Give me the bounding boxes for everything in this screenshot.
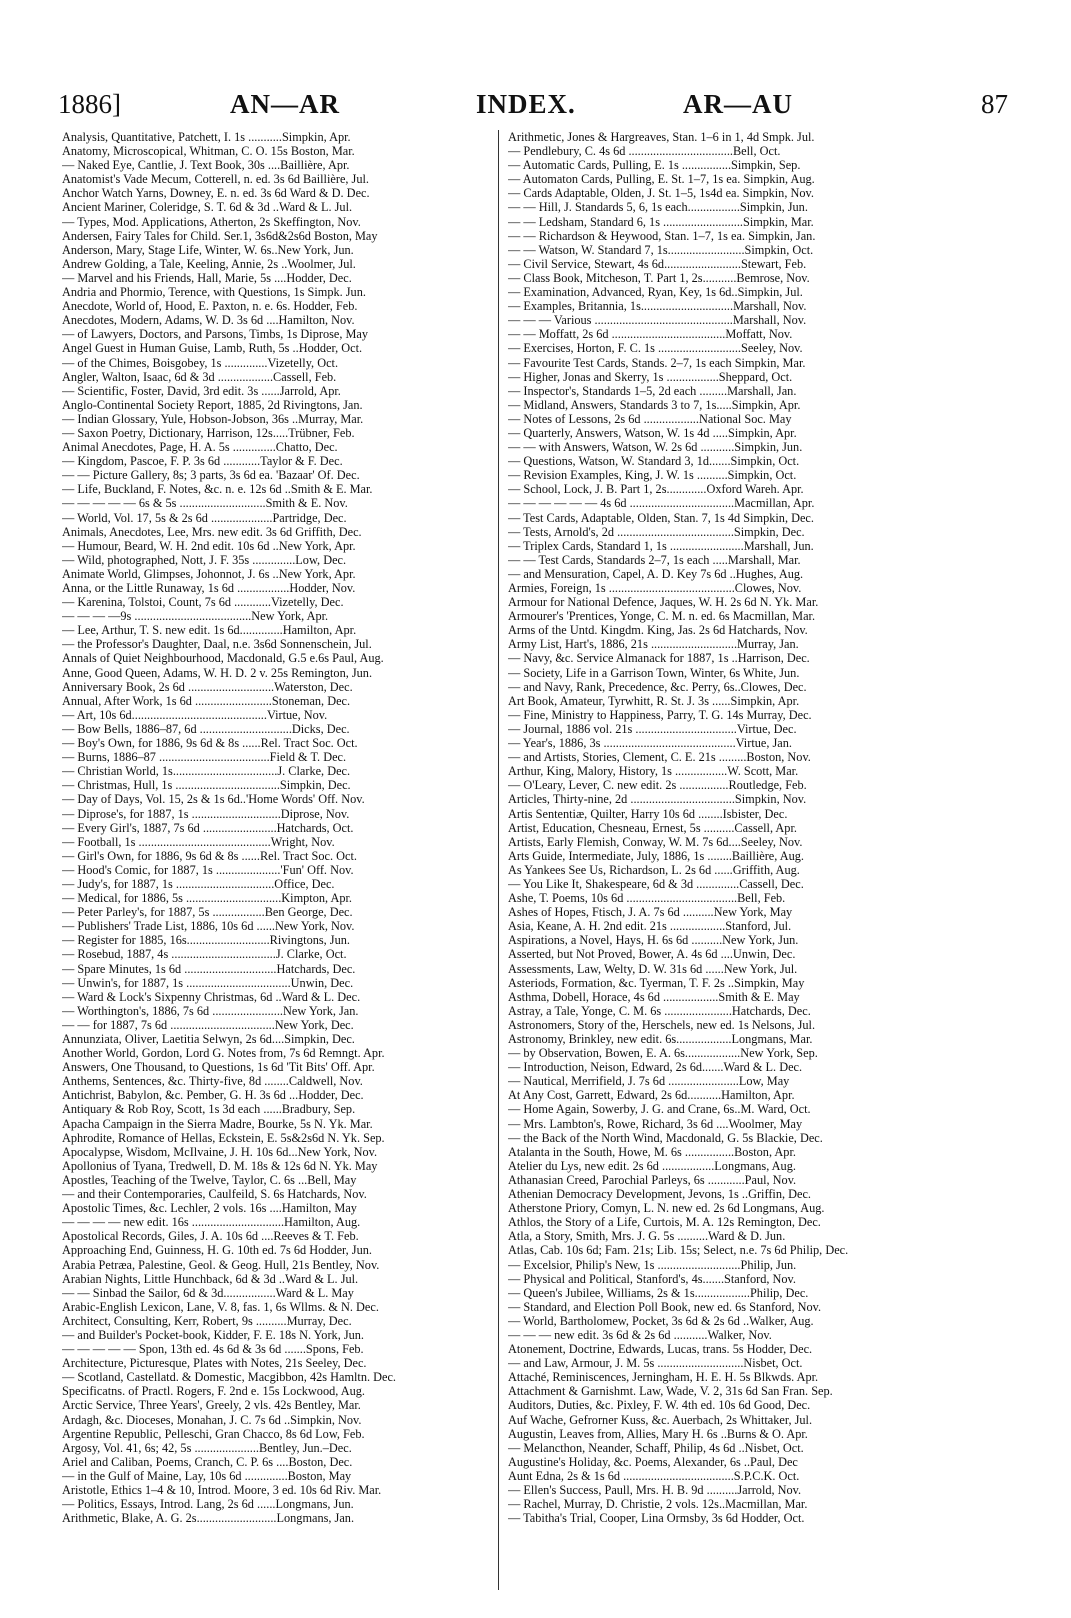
index-entry: Argentine Republic, Pelleschi, Gran Chacco, 8s 6d Low, Feb. <box>62 1426 365 1441</box>
index-entry: Astronomers, Story of the, Herschels, new ed. 1s Nelsons, Jul. <box>508 1017 816 1032</box>
index-entry: Anthems, Sentences, &c. Thirty-five, 8d ........Caldwell, Nov. <box>62 1074 363 1089</box>
index-entry: Apostles, Teaching of the Twelve, Taylor, C. 6s ...Bell, May <box>62 1172 357 1187</box>
index-entry: — Christmas, Hull, 1s ..................................Simpkin, Dec. <box>62 778 351 793</box>
index-entry: Anecdotes, Modern, Adams, W. D. 3s 6d ....Hamilton, Nov. <box>62 313 355 328</box>
page-number: 87 <box>981 89 1008 119</box>
index-entry: Asserted, but Not Proved, Bower, A. 4s 6d ....Unwin, Dec. <box>508 947 796 962</box>
index-entry: Ashes of Hopes, Ftisch, J. A. 7s 6d ..........New York, May <box>508 905 793 920</box>
index-entry: — Notes of Lessons, 2s 6d ..................National Soc. May <box>508 411 792 426</box>
index-entry: — Standard, and Election Poll Book, new ed. 6s Stanford, Nov. <box>508 1299 822 1314</box>
index-entry: Athanasian Creed, Parochial Parleys, 6s ............Paul, Nov. <box>508 1172 797 1187</box>
index-entry: Arabia Petræa, Palestine, Geol. & Geog. Hull, 21s Bentley, Nov. <box>62 1257 380 1272</box>
index-entry: — Christian World, 1s..................................J. Clarke, Dec. <box>62 764 351 779</box>
index-entry: Arts Guide, Intermediate, July, 1886, 1s ........Baillière, Aug. <box>508 848 804 863</box>
index-entry: — Automatic Cards, Pulling, E. 1s ................Simpkin, Sep. <box>508 158 801 173</box>
index-entry: — Marvel and his Friends, Hall, Marie, 5s ....Hodder, Dec. <box>62 270 352 285</box>
index-entry: — Rosebud, 1887, 4s ..................................J. Clarke, Oct. <box>62 947 347 962</box>
index-entry: — Physical and Political, Stanford's, 4s.......Stanford, Nov. <box>508 1271 796 1286</box>
index-entry: Animate World, Glimpses, Johonnot, J. 6s ..New York, Apr. <box>62 566 356 581</box>
index-entry: — — — — — Spon, 13th ed. 4s 6d & 3s 6d .......Spons, Feb. <box>62 1342 364 1357</box>
index-entry: — Peter Parley's, for 1887, 5s .................Ben George, Dec. <box>62 905 353 920</box>
index-entry: — Girl's Own, for 1886, 9s 6d & 8s ......Rel. Tract Soc. Oct. <box>62 848 357 863</box>
index-entry: Augustin, Leaves from, Allies, Mary H. 6s ..Burns & O. Apr. <box>508 1426 808 1441</box>
index-entry: — of the Chimes, Boisgobey, 1s ..............Vizetelly, Oct. <box>62 355 339 370</box>
header-right-range: AR—AU <box>683 89 793 119</box>
index-entry: Answers, One Thousand, to Questions, 1s 6d 'Tit Bits' Off. Apr. <box>62 1060 375 1075</box>
index-entry: Anna, or the Little Runaway, 1s 6d .................Hodder, Nov. <box>62 581 356 595</box>
index-entry: — — Picture Gallery, 8s; 3 parts, 3s 6d ea. 'Bazaar' Of. Dec. <box>62 468 360 483</box>
index-entry: Arthur, King, Malory, History, 1s .................W. Scott, Mar. <box>508 764 799 779</box>
index-entry: — World, Bartholomew, Pocket, 3s 6d & 2s 6d ..Walker, Aug. <box>508 1313 814 1328</box>
index-entry: Andrew Golding, a Tale, Keeling, Annie, 2s ..Woolmer, Jul. <box>62 256 356 271</box>
index-entry: Analysis, Quantitative, Patchett, I. 1s ...........Simpkin, Apr. <box>62 130 351 144</box>
index-entry: Andria and Phormio, Terence, with Questions, 1s Simpk. Jun. <box>62 285 366 300</box>
index-entry: Artists, Early Flemish, Conway, W. M. 7s 6d....Seeley, Nov. <box>508 834 803 849</box>
index-entry: — — Richardson & Heywood, Stan. 1–7, 1s ea. Simpkin, Jan. <box>508 228 816 243</box>
index-entry: — and Law, Armour, J. M. 5s ............................Nisbet, Oct. <box>508 1356 803 1371</box>
index-entry: — in the Gulf of Maine, Lay, 10s 6d ..............Boston, May <box>62 1468 352 1483</box>
index-entry: Arithmetic, Jones & Hargreaves, Stan. 1–6 in 1, 4d Smpk. Jul. <box>508 130 815 144</box>
index-entry: Angel Guest in Human Guise, Lamb, Ruth, 5s ..Hodder, Oct. <box>62 341 363 356</box>
index-entry: Antichrist, Babylon, &c. Pember, G. H. 3s 6d ...Hodder, Dec. <box>62 1088 364 1103</box>
index-entry: — Saxon Poetry, Dictionary, Harrison, 12s.....Trübner, Feb. <box>62 425 355 440</box>
index-entry: — Kingdom, Pascoe, F. P. 3s 6d ............Taylor & F. Dec. <box>62 454 343 469</box>
index-entry: Atalanta in the South, Howe, M. 6s ................Boston, Apr. <box>508 1144 796 1159</box>
index-entry: — — Ledsham, Standard 6, 1s ..........................Simpkin, Mar. <box>508 214 814 229</box>
index-entry: — Diprose's, for 1887, 1s .............................Diprose, Nov. <box>62 806 350 821</box>
index-entry: Ariel and Caliban, Poems, Cranch, C. P. 6s ....Boston, Dec. <box>62 1454 353 1469</box>
index-entry: — Scientific, Foster, David, 3rd edit. 3s ......Jarrold, Apr. <box>62 383 341 398</box>
index-entry: — Spare Minutes, 1s 6d ..............................Hatchards, Dec. <box>62 961 356 976</box>
header-title: INDEX. <box>476 89 576 119</box>
index-entry: Argosy, Vol. 41, 6s; 42, 5s .....................Bentley, Jun.–Dec. <box>62 1440 352 1455</box>
index-entry: — Types, Mod. Applications, Atherton, 2s Skeffington, Nov. <box>62 214 361 229</box>
index-entry: Ancient Mariner, Coleridge, S. T. 6d & 3d ..Ward & L. Jul. <box>62 200 353 215</box>
index-entry: Artis Sententiæ, Quilter, Harry 10s 6d ........Isbister, Dec. <box>508 806 788 821</box>
index-entry: Apostolic Times, &c. Lechler, 2 vols. 16s ....Hamilton, May <box>62 1201 357 1216</box>
index-entry: Aristotle, Ethics 1–4 & 10, Introd. Moore, 3 ed. 10s 6d Riv. Mar. <box>62 1483 382 1497</box>
index-entry: — Lee, Arthur, T. S. new edit. 1s 6d..............Hamilton, Apr. <box>62 623 357 638</box>
index-entry: Armour for National Defence, Jaques, W. H. 2s 6d N. Yk. Mar. <box>508 595 819 610</box>
index-entry: Animals, Anecdotes, Lee, Mrs. new edit. 3s 6d Griffith, Dec. <box>62 524 362 539</box>
index-entry: Astray, a Tale, Yonge, C. M. 6s ......................Hatchards, Dec. <box>508 1003 811 1018</box>
index-entry: — Wild, photographed, Nott, J. F. 35s ..............Low, Dec. <box>62 552 347 567</box>
page-header <box>58 86 1008 122</box>
index-entry: Ashe, T. Poems, 10s 6d ....................................Bell, Feb. <box>508 891 786 906</box>
index-entry: Auditors, Duties, &c. Pixley, F. W. 4th ed. 10s 6d Good, Dec. <box>508 1398 811 1413</box>
index-entry: At Any Cost, Garrett, Edward, 2s 6d...........Hamilton, Apr. <box>508 1088 795 1103</box>
index-entry: — — Sinbad the Sailor, 6d & 3d.................Ward & L. May <box>62 1285 354 1300</box>
header-year: 1886] <box>58 89 121 119</box>
index-entry: — Tabitha's Trial, Cooper, Lina Ormsby, 3s 6d Hodder, Oct. <box>508 1511 805 1526</box>
index-entry: Animal Anecdotes, Page, H. A. 5s ..............Chatto, Dec. <box>62 440 338 455</box>
index-entry: — — Hill, J. Standards 5, 6, 1s each.................Simpkin, Jun. <box>508 200 808 215</box>
index-entry: — the Professor's Daughter, Daal, n.e. 3s6d Sonnenschein, Jul. <box>62 637 372 652</box>
index-entry: Auf Wache, Gefrorner Kuss, &c. Auerbach, 2s Whittaker, Jul. <box>508 1412 813 1427</box>
header-left-range: AN—AR <box>230 89 340 119</box>
index-entry: Ardagh, &c. Dioceses, Monahan, J. C. 7s 6d ..Simpkin, Nov. <box>62 1412 362 1427</box>
index-entry: Arms of the Untd. Kingdm. King, Jas. 2s 6d Hatchards, Nov. <box>508 623 808 638</box>
index-entry: — Bow Bells, 1886–87, 6d ..............................Dicks, Dec. <box>62 721 350 736</box>
index-entry: — Class Book, Mitcheson, T. Part 1, 2s...........Bemrose, Nov. <box>508 270 810 285</box>
index-entry: Asia, Keane, A. H. 2nd edit. 21s ..................Stanford, Jul. <box>508 919 792 934</box>
index-entry: Athenian Democracy Development, Jevons, 1s ..Griffin, Dec. <box>508 1187 812 1202</box>
index-entry: Arabic-English Lexicon, Lane, V. 8, fas. 1, 6s Wllms. & N. Dec. <box>62 1299 379 1314</box>
index-entry: — — — Various .............................................Marshall, Nov. <box>508 313 807 328</box>
index-entry: Atla, a Story, Smith, Mrs. J. G. 5s ..........Ward & D. Jun. <box>508 1229 786 1244</box>
index-entry: Arabian Nights, Little Hunchback, 6d & 3d ..Ward & L. Jul. <box>62 1271 359 1286</box>
index-entry: — and Artists, Stories, Clement, C. E. 21s .........Boston, Nov. <box>508 750 811 765</box>
index-entry: — Humour, Beard, W. H. 2nd edit. 10s 6d ..New York, Apr. <box>62 538 356 553</box>
index-entry: Art Book, Amateur, Tyrwhitt, R. St. J. 3s ......Simpkin, Apr. <box>508 693 800 708</box>
index-entry: Augustine's Holiday, &c. Poems, Alexander, 6s ..Paul, Dec <box>508 1454 798 1469</box>
index-entry: Another World, Gordon, Lord G. Notes from, 7s 6d Remngt. Apr. <box>62 1046 385 1061</box>
index-entry: — Mrs. Lambton's, Rowe, Richard, 3s 6d ....Woolmer, May <box>508 1116 803 1131</box>
index-entry: — Publishers' Trade List, 1886, 10s 6d ......New York, Nov. <box>62 919 355 934</box>
index-entry: — Test Cards, Adaptable, Olden, Stan. 7, 1s 4d Simpkin, Dec. <box>508 510 814 525</box>
index-entry: Asthma, Dobell, Horace, 4s 6d ..................Smith & E. May <box>508 989 800 1004</box>
index-entry: Artist, Education, Chesneau, Ernest, 5s ..........Cassell, Apr. <box>508 820 797 835</box>
index-entry: Atelier du Lys, new edit. 2s 6d .................Longmans, Aug. <box>508 1158 796 1173</box>
index-entry: — Inspector's, Standards 1–5, 2d each .........Marshall, Jan. <box>508 383 797 398</box>
index-entry: — Nautical, Merrifield, J. 7s 6d .......................Low, May <box>508 1074 790 1089</box>
index-entry: — Society, Life in a Garrison Town, Winter, 6s White, Jun. <box>508 665 800 680</box>
index-entry: — and Builder's Pocket-book, Kidder, F. E. 18s N. York, Jun. <box>62 1327 365 1342</box>
index-entry: — Indian Glossary, Yule, Hobson-Jobson, 36s ..Murray, Mar. <box>62 411 364 426</box>
index-entry: — School, Lock, J. B. Part 1, 2s.............Oxford Wareh. Apr. <box>508 482 804 497</box>
index-entry: Aphrodite, Romance of Hellas, Eckstein, E. 5s&2s6d N. Yk. Sep. <box>62 1130 385 1145</box>
index-entry: Atonement, Doctrine, Edwards, Lucas, trans. 5s Hodder, Dec. <box>508 1342 813 1357</box>
index-entry: — Examination, Advanced, Ryan, Key, 1s 6d..Simpkin, Jul. <box>508 285 803 300</box>
index-entry: Anglo-Continental Society Report, 1885, 2d Rivingtons, Jan. <box>62 397 363 412</box>
index-entry: — Register for 1885, 16s...........................Rivingtons, Jun. <box>62 933 350 948</box>
index-entry: — Politics, Essays, Introd. Lang, 2s 6d ......Longmans, Jun. <box>62 1497 354 1512</box>
index-entry: — Triplex Cards, Standard 1, 1s ........................Marshall, Jun. <box>508 538 814 553</box>
index-entry: Attachment & Garnishmt. Law, Wade, V. 2, 31s 6d San Fran. Sep. <box>508 1384 833 1399</box>
index-entry: — Naked Eye, Cantlie, J. Text Book, 30s ....Baillière, Apr. <box>62 158 350 173</box>
index-entry: — Melancthon, Neander, Schaff, Philip, 4s 6d ..Nisbet, Oct. <box>508 1440 804 1455</box>
index-entry: — Art, 10s 6d............................................Virtue, Nov. <box>62 707 328 722</box>
index-entry: — — Watson, W. Standard 7, 1s.........................Simpkin, Oct. <box>508 242 814 257</box>
index-entry: — Football, 1s ...........................................Wright, Nov. <box>62 834 335 849</box>
index-entry: Armourer's 'Prentices, Yonge, C. M. n. ed. 6s Macmillan, Mar. <box>508 609 816 624</box>
index-entry: Annals of Quiet Neighbourhood, Macdonald, G.5 e.6s Paul, Aug. <box>62 651 384 666</box>
index-entry: Arithmetic, Blake, A. G. 2s..........................Longmans, Jan. <box>62 1511 355 1526</box>
index-entry: Anchor Watch Yarns, Downey, E. n. ed. 3s 6d Ward & D. Dec. <box>62 186 370 201</box>
index-entry: Annual, After Work, 1s 6d .........................Stoneman, Dec. <box>62 693 351 708</box>
index-entry: Anatomist's Vade Mecum, Cotterell, n. ed. 3s 6d Baillière, Jul. <box>62 172 369 187</box>
index-entry: Astronomy, Brinkley, new edit. 6s..................Longmans, Mar. <box>508 1032 813 1046</box>
index-entry: Anne, Good Queen, Adams, W. H. D. 2 v. 25s Remington, Jun. <box>62 665 373 680</box>
index-entry: — Scotland, Castellatd. & Domestic, Macgibbon, 42s Hamltn. Dec. <box>62 1370 397 1385</box>
index-entry: — Home Again, Sowerby, J. G. and Crane, 6s..M. Ward, Oct. <box>508 1102 811 1117</box>
index-entry: — Automaton Cards, Pulling, E. St. 1–7, 1s ea. Simpkin, Aug. <box>508 172 815 187</box>
index-entry: Aunt Edna, 2s & 1s 6d ....................................S.P.C.K. Oct. <box>508 1468 800 1483</box>
index-entry: — Revision Examples, King, J. W. 1s ..........Simpkin, Oct. <box>508 468 797 483</box>
index-entry: — Burns, 1886–87 ....................................Field & T. Dec. <box>62 750 347 765</box>
index-entry: — — — new edit. 3s 6d & 2s 6d ...........Walker, Nov. <box>508 1327 772 1342</box>
index-entry: Antiquary & Rob Roy, Scott, 1s 3d each ......Bradbury, Sep. <box>62 1102 356 1117</box>
index-entry: — Exercises, Horton, F. C. 1s ...........................Seeley, Nov. <box>508 341 803 356</box>
index-entry: Assessments, Law, Welty, D. W. 31s 6d ......New York, Jul. <box>508 961 798 976</box>
index-entry: — Excelsior, Philip's New, 1s ...........................Philip, Jun. <box>508 1257 797 1272</box>
index-entry: Anatomy, Microscopical, Whitman, C. O. 15s Boston, Mar. <box>62 144 355 159</box>
index-entry: — Ellen's Success, Paull, Mrs. H. B. 9d ..........Jarrold, Nov. <box>508 1483 802 1497</box>
index-entry: Anniversary Book, 2s 6d ............................Waterston, Dec. <box>62 679 353 694</box>
index-entry: — Pendlebury, C. 4s 6d ..................................Bell, Oct. <box>508 144 781 159</box>
index-entry: — Boy's Own, for 1886, 9s 6d & 8s ......Rel. Tract Soc. Oct. <box>62 736 358 751</box>
index-entry: Annunziata, Oliver, Laetitia Selwyn, 2s 6d....Simpkin, Dec. <box>62 1032 355 1046</box>
index-entry: — Karenina, Tolstoi, Count, 7s 6d ............Vizetelly, Dec. <box>62 595 344 610</box>
index-entry: Angler, Walton, Isaac, 6d & 3d ..................Cassell, Feb. <box>62 369 337 384</box>
index-entry: Athlos, the Story of a Life, Curtois, M. A. 12s Remington, Dec. <box>508 1215 821 1230</box>
right-column <box>508 130 946 1525</box>
index-entry: Army List, Hart's, 1886, 21s ............................Murray, Jan. <box>508 637 799 652</box>
index-entry: Apocalypse, Wisdom, McIlvaine, J. H. 10s 6d...New York, Nov. <box>62 1144 378 1159</box>
index-entry: — of Lawyers, Doctors, and Parsons, Timbs, 1s Diprose, May <box>62 327 369 342</box>
index-entry: — Journal, 1886 vol. 21s .................................Virtue, Dec. <box>508 721 797 736</box>
index-entry: — Fine, Ministry to Happiness, Parry, T. G. 14s Murray, Dec. <box>508 707 812 722</box>
index-entry: — Quarterly, Answers, Watson, W. 1s 4d .....Simpkin, Apr. <box>508 425 797 440</box>
index-entry: — Judy's, for 1887, 1s ................................Office, Dec. <box>62 876 335 891</box>
index-entry: Atlas, Cab. 10s 6d; Fam. 21s; Lib. 15s; Select, n.e. 7s 6d Philip, Dec. <box>508 1243 849 1258</box>
index-entry: — — — — — — 4s 6d ..................................Macmillan, Apr. <box>508 496 815 511</box>
index-entry: — Worthington's, 1886, 7s 6d .......................New York, Jan. <box>62 1003 359 1018</box>
index-entry: — World, Vol. 17, 5s & 2s 6d ....................Partridge, Dec. <box>62 510 347 525</box>
index-entry: — Midland, Answers, Standards 3 to 7, 1s.....Simpkin, Apr. <box>508 397 801 412</box>
index-entry: Anderson, Mary, Stage Life, Winter, W. 6s..New York, Jun. <box>62 242 354 257</box>
index-entry: Atherstone Priory, Comyn, L. N. new ed. 2s 6d Longmans, Aug. <box>508 1201 825 1216</box>
index-entry: — Queen's Jubilee, Williams, 2s & 1s..................Philip, Dec. <box>508 1285 809 1300</box>
index-entry: — Hood's Comic, for 1887, 1s .....................'Fun' Off. Nov. <box>62 862 354 877</box>
index-entry: — the Back of the North Wind, Macdonald, G. 5s Blackie, Dec. <box>508 1130 823 1145</box>
index-entry: Andersen, Fairy Tales for Child. Ser.1, 3s6d&2s6d Boston, May <box>62 228 378 243</box>
index-entry: — Rachel, Murray, D. Christie, 2 vols. 12s..Macmillan, Mar. <box>508 1497 808 1512</box>
index-entry: Apacha Campaign in the Sierra Madre, Bourke, 5s N. Yk. Mar. <box>62 1116 373 1131</box>
index-entry: Architect, Consulting, Kerr, Robert, 9s ..........Murray, Dec. <box>62 1313 352 1328</box>
index-entry: Specificatns. of Practl. Rogers, F. 2nd e. 15s Lockwood, Aug. <box>62 1384 365 1399</box>
index-entry: — — with Answers, Watson, W. 2s 6d ...........Simpkin, Jun. <box>508 440 803 455</box>
left-column <box>62 130 500 1525</box>
column-divider <box>498 130 499 1590</box>
index-entry: Anecdote, World of, Hood, E. Paxton, n. e. 6s. Hodder, Feb. <box>62 299 358 314</box>
index-entry: — — — —9s ......................................New York, Apr. <box>62 609 329 624</box>
index-entry: As Yankees See Us, Richardson, L. 2s 6d ......Griffith, Aug. <box>508 862 800 877</box>
index-entry: — by Observation, Bowen, E. A. 6s..................New York, Sep. <box>508 1046 818 1061</box>
index-entry: — Every Girl's, 1887, 7s 6d ........................Hatchards, Oct. <box>62 820 354 835</box>
index-entry: Arctic Service, Three Years', Greely, 2 vls. 42s Bentley, Mar. <box>62 1398 361 1413</box>
index-entry: Attaché, Reminiscences, Jerningham, H. E. H. 5s Blkwds. Apr. <box>508 1370 819 1385</box>
index-entry: — and Navy, Rank, Precedence, &c. Perry, 6s..Clowes, Dec. <box>508 679 807 694</box>
index-entry: — — — — — 6s & 5s ............................Smith & E. Nov. <box>62 496 348 511</box>
index-entry: — Medical, for 1886, 5s ...............................Kimpton, Apr. <box>62 891 352 906</box>
index-entry: — Cards Adaptable, Olden, J. St. 1–5, 1s4d ea. Simpkin, Nov. <box>508 186 814 201</box>
index-entry: — and Mensuration, Capel, A. D. Key 7s 6d ..Hughes, Aug. <box>508 566 804 581</box>
index-entry: — Year's, 1886, 3s ...........................................Virtue, Jan. <box>508 736 792 751</box>
index-entry: — Questions, Watson, W. Standard 3, 1d.......Simpkin, Oct. <box>508 454 800 469</box>
index-entry: — Navy, &c. Service Almanack for 1887, 1s ..Harrison, Dec. <box>508 651 810 666</box>
index-entry: — Examples, Britannia, 1s..............................Marshall, Nov. <box>508 299 807 314</box>
index-entry: — Unwin's, for 1887, 1s ..................................Unwin, Dec. <box>62 975 354 990</box>
index-entry: — O'Leary, Lever, C. new edit. 2s ................Routledge, Feb. <box>508 778 807 793</box>
index-entry: — — Test Cards, Standards 2–7, 1s each .....Marshall, Mar. <box>508 552 801 567</box>
index-entry: — You Like It, Shakespeare, 6d & 3d ..............Cassell, Dec. <box>508 876 804 891</box>
index-entry: Armies, Foreign, 1s .........................................Clowes, Nov. <box>508 581 802 595</box>
index-entry: Apollonius of Tyana, Tredwell, D. M. 18s & 12s 6d N. Yk. May <box>62 1158 378 1173</box>
index-entry: Architecture, Picturesque, Plates with Notes, 21s Seeley, Dec. <box>62 1356 367 1371</box>
index-entry: — — Moffatt, 2s 6d .....................................Moffatt, Nov. <box>508 327 793 342</box>
index-entry: — Day of Days, Vol. 15, 2s & 1s 6d..'Home Words' Off. Nov. <box>62 792 365 807</box>
index-entry: — Tests, Arnold's, 2d ......................................Simpkin, Dec. <box>508 524 805 539</box>
index-entry: — Favourite Test Cards, Stands. 2–7, 1s each Simpkin, Mar. <box>508 355 806 370</box>
index-entry: Aspirations, a Novel, Hays, H. 6s 6d ..........New York, Jun. <box>508 933 799 948</box>
index-entry: — Civil Service, Stewart, 4s 6d.........................Stewart, Feb. <box>508 256 807 271</box>
index-entry: — Ward & Lock's Sixpenny Christmas, 6d ..Ward & L. Dec. <box>62 989 361 1004</box>
index-entry: — — for 1887, 7s 6d ..................................New York, Dec. <box>62 1017 354 1032</box>
index-entry: Apostolical Records, Giles, J. A. 10s 6d ....Reeves & T. Feb. <box>62 1229 359 1244</box>
index-entry: Asteriods, Formation, &c. Tyerman, T. F. 2s ..Simpkin, May <box>508 975 805 990</box>
index-entry: — Life, Buckland, F. Notes, &c. n. e. 12s 6d ..Smith & E. Mar. <box>62 482 373 497</box>
index-entry: Articles, Thirty-nine, 2d ..................................Simpkin, Nov. <box>508 792 807 807</box>
index-entry: Approaching End, Guinness, H. G. 10th ed. 7s 6d Hodder, Jun. <box>62 1243 372 1258</box>
index-entry: — and their Contemporaries, Caulfeild, S. 6s Hatchards, Nov. <box>62 1187 367 1202</box>
index-entry: — Introduction, Neison, Edward, 2s 6d.......Ward & L. Dec. <box>508 1060 803 1075</box>
index-entry: — — — — new edit. 16s ..............................Hamilton, Aug. <box>62 1215 361 1230</box>
index-entry: — Higher, Jonas and Skerry, 1s .................Sheppard, Oct. <box>508 369 793 384</box>
